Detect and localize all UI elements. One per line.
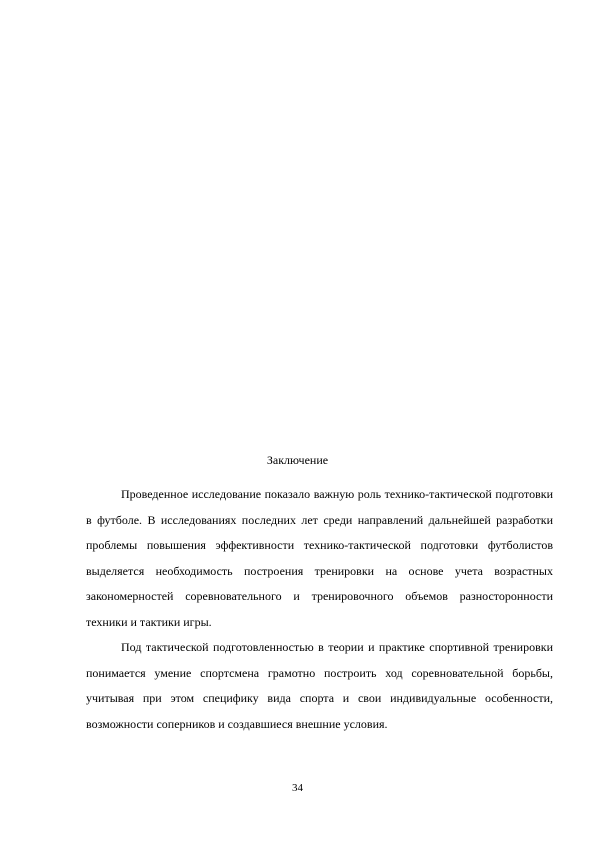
paragraph-2: Под тактической подготовленностью в теории и практике спортивной тренировки понимается умение спортсмена грамотно построить ход соревновательной борьбы, учитывая при этом специфику вида спорта и свои индивидуальные особенности, возможности соперников и создавшиеся внешние условия. [86,640,553,731]
page-number: 34 [292,782,303,794]
body-text [86,482,553,737]
paragraph-1: Проведенное исследование показало важную роль технико-тактической подготовки в футболе. В исследованиях последних лет среди направлений дальнейшей разработки проблемы повышения эффективности технико-тактической подготовки футболистов выделяется необходимость построения тренировки на основе учета возрастных закономерностей соревновательного и тренировочного объемов разносторонности техники и тактики игры. [86,487,553,629]
section-heading: Заключение [266,453,329,467]
